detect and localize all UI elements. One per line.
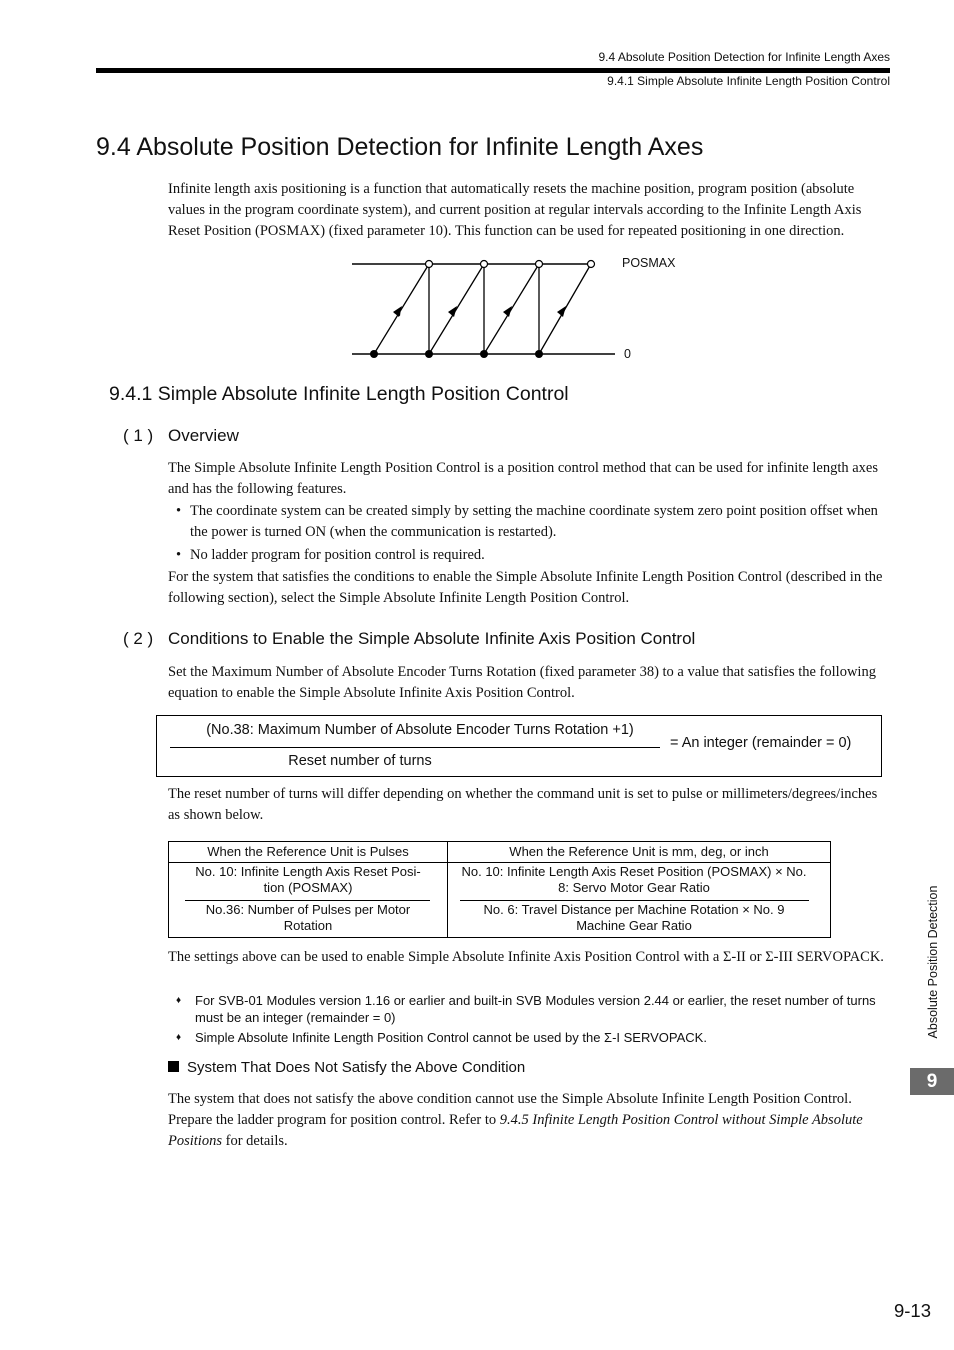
page-title: 9.4 Absolute Position Detection for Infinite Length Axes xyxy=(96,133,704,161)
posmax-label: POSMAX xyxy=(622,256,676,270)
running-header-section: 9.4 Absolute Position Detection for Infinite Length Axes xyxy=(598,50,890,64)
conditions-paragraph-3: The settings above can be used to enable Simple Absolute Infinite Axis Position Control with a Σ-II or Σ-III SERVOPACK. xyxy=(168,949,884,965)
header-rule xyxy=(96,68,890,73)
reference-link[interactable]: 9.4.5 Infinite Length Position Control without Simple Absolute Positions xyxy=(168,1112,863,1149)
chapter-tab[interactable]: 9 xyxy=(910,1068,954,1095)
table-pulses-numerator: No. 10: Infinite Length Axis Reset Posi-tion (POSMAX) xyxy=(195,864,421,895)
intro-paragraph: Infinite length axis positioning is a function that automatically resets the machine position, program position (absolute values in the program coordinate system), and current position at regular intervals according to the Infinite Length Axis Reset Position (POSMAX) (fixed parameter 10). This function can be used for repeated positioning in one direction. xyxy=(168,181,862,239)
table-mm-denominator: No. 6: Travel Distance per Machine Rotation × No. 9 Machine Gear Ratio xyxy=(483,902,785,933)
overview-bullet-2: • No ladder program for position control is required. xyxy=(176,547,485,563)
table-mm-fraction-bar xyxy=(460,900,809,901)
not-satisfy-paragraph: The system that does not satisfy the above condition cannot use the Simple Absolute Infinite Length Position Control. Prepare the ladder program for position control. Refer to 9.4.5 Infinite Length Position Control without Simple Absolute Positions for details. xyxy=(168,1091,863,1149)
overview-bullet-1: • The coordinate system can be created simply by setting the machine coordinate system zero point position offset when the power is turned ON (when the communication is restarted). xyxy=(176,503,878,540)
conditions-heading-number: ( 2 ) xyxy=(123,629,154,648)
table-header-mm-deg-inch: When the Reference Unit is mm, deg, or inch xyxy=(509,844,769,859)
page-number: 9-13 xyxy=(893,1300,931,1321)
table-mm-numerator: No. 10: Infinite Length Axis Reset Position (POSMAX) × No. 8: Servo Motor Gear Ratio xyxy=(461,864,807,895)
table-pulses-fraction-bar xyxy=(185,900,430,901)
note-2: ♦ Simple Absolute Infinite Length Position Control cannot be used by the Σ-I SERVOPACK. xyxy=(176,1030,707,1045)
formula-denominator: Reset number of turns xyxy=(288,753,432,769)
table-header-pulses: When the Reference Unit is Pulses xyxy=(207,844,409,859)
formula-fraction-bar xyxy=(170,747,660,748)
overview-paragraph-1: The Simple Absolute Infinite Length Position Control is a position control method that can be used for infinite length axes and has the following features. xyxy=(168,460,878,497)
conditions-paragraph-2: The reset number of turns will differ depending on whether the command unit is set to pulse or millimeters/degrees/inches as shown below. xyxy=(168,786,878,823)
not-satisfy-heading: System That Does Not Satisfy the Above Condition xyxy=(168,1059,525,1076)
square-bullet-icon xyxy=(168,1061,179,1072)
overview-paragraph-2: For the system that satisfies the conditions to enable the Simple Absolute Infinite Length Position Control (described in the following section), select the Simple Absolute Infinite Length Position Control. xyxy=(168,569,883,606)
side-chapter-label: Absolute Position Detection xyxy=(926,885,940,1039)
note-1: ♦ For SVB-01 Modules version 1.16 or earlier and built-in SVB Modules version 2.44 or earlier, the reset number of turns must be an integer (remainder = 0) xyxy=(176,993,876,1025)
conditions-heading: Conditions to Enable the Simple Absolute Infinite Axis Position Control xyxy=(168,629,696,648)
running-header-subsection: 9.4.1 Simple Absolute Infinite Length Position Control xyxy=(607,74,890,88)
reset-turns-table xyxy=(168,841,831,938)
zero-label: 0 xyxy=(624,347,631,361)
table-pulses-denominator: No.36: Number of Pulses per Motor Rotation xyxy=(205,902,411,933)
conditions-paragraph-1: Set the Maximum Number of Absolute Encoder Turns Rotation (fixed parameter 38) to a value that satisfies the following equation to enable the Simple Absolute Infinite Axis Position Control. xyxy=(168,664,876,701)
formula-result: = An integer (remainder = 0) xyxy=(670,735,852,751)
table-header-divider xyxy=(169,862,830,863)
overview-heading-number: ( 1 ) xyxy=(123,426,154,445)
overview-heading: Overview xyxy=(168,426,239,445)
formula-numerator: (No.38: Maximum Number of Absolute Encoder Turns Rotation +1) xyxy=(206,722,634,738)
subsection-title: 9.4.1 Simple Absolute Infinite Length Position Control xyxy=(109,383,569,405)
